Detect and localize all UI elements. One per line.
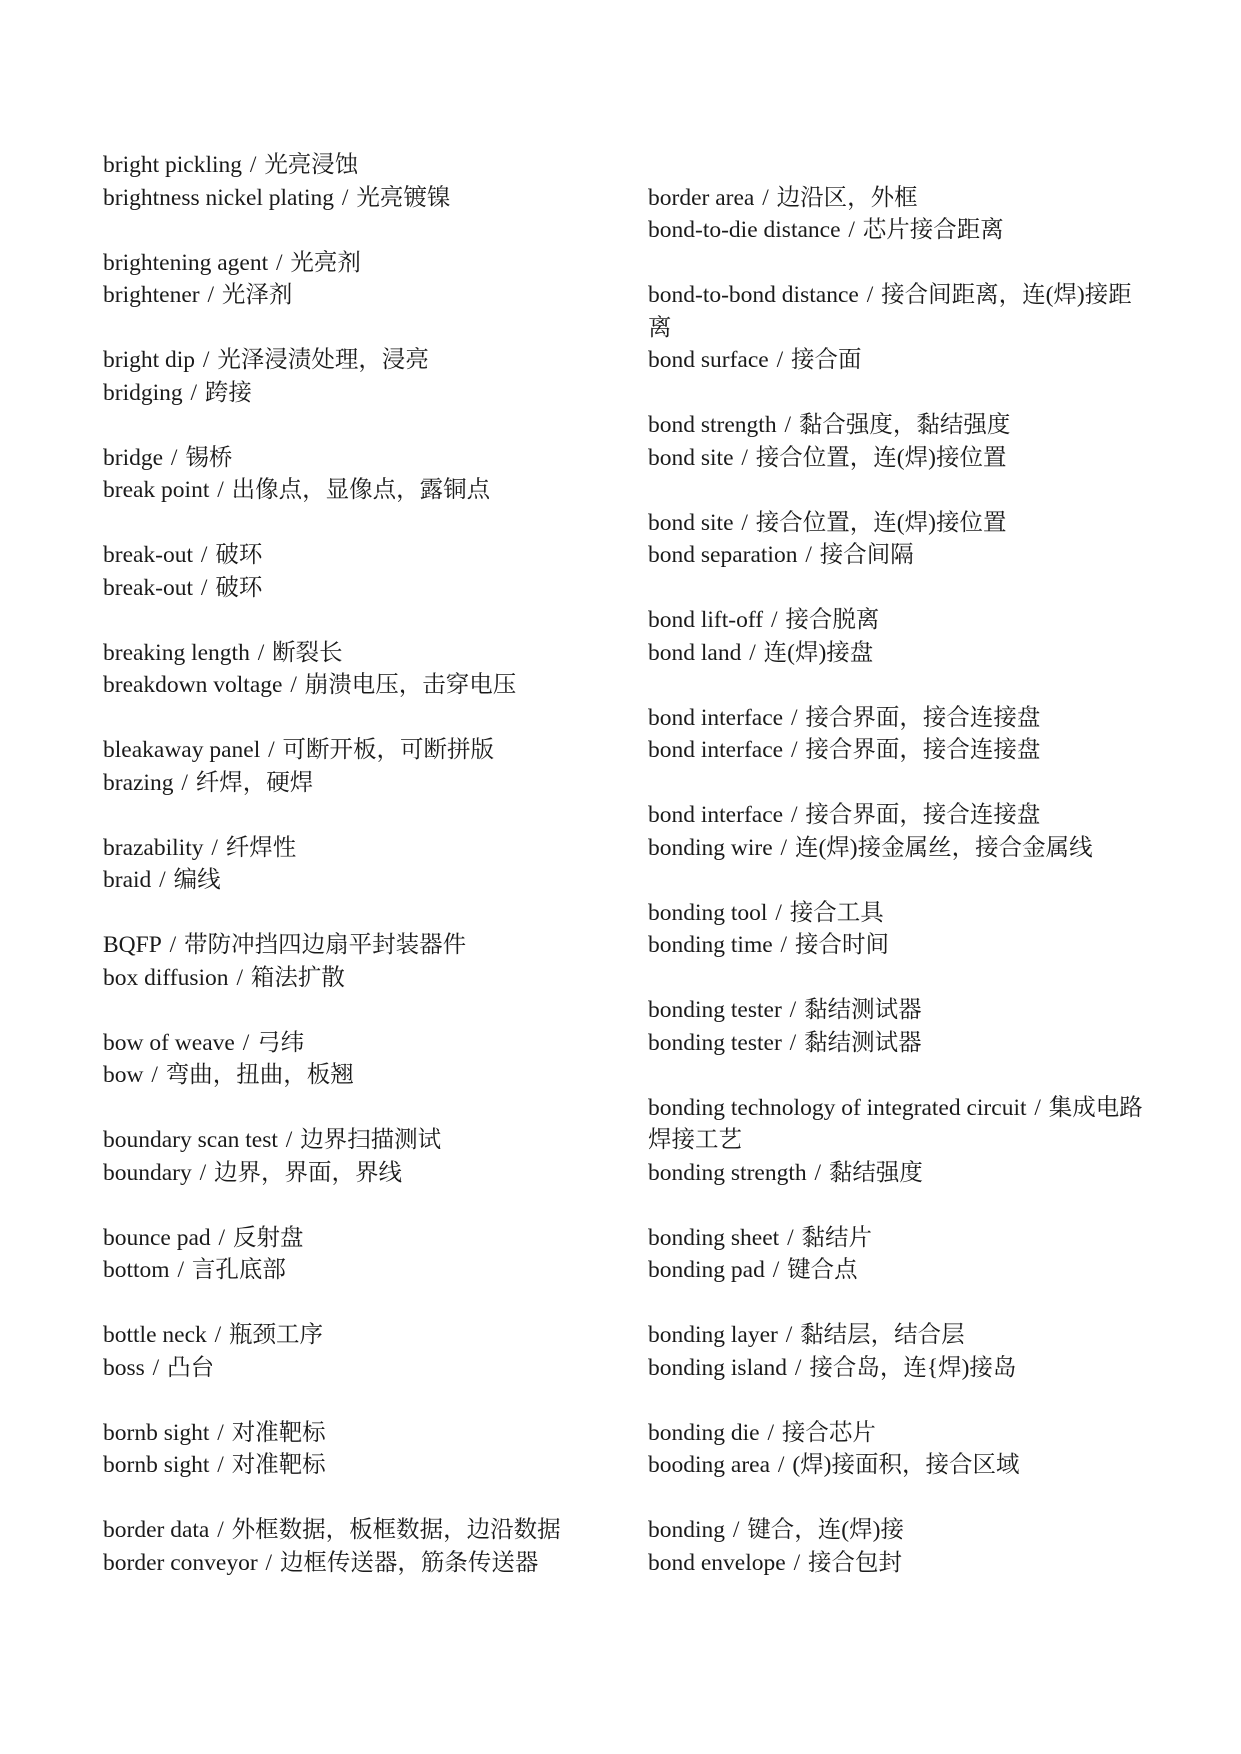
entry-term: braid <box>103 867 152 893</box>
entry-translation: 集成电路焊接工艺 <box>648 1094 1143 1153</box>
glossary-entry <box>103 734 623 767</box>
entry-translation: 光亮剂 <box>290 249 361 276</box>
entry-term: bonding strength <box>648 1159 807 1186</box>
entry-group <box>103 149 623 214</box>
entry-translation: 对准靶标 <box>231 1419 326 1446</box>
entry-separator: / <box>766 1257 786 1283</box>
glossary-entry <box>103 279 623 312</box>
entry-term: brightness nickel plating <box>103 184 335 211</box>
entry-translation: 接合工具 <box>789 899 884 926</box>
entry-term: bow of weave <box>103 1029 235 1056</box>
entry-term: bornb sight <box>103 1452 210 1478</box>
glossary-entry <box>103 864 623 897</box>
entry-translation: 接合芯片 <box>781 1419 876 1446</box>
glossary-entry <box>648 1092 1148 1157</box>
entry-group <box>648 1514 1148 1579</box>
glossary-entry <box>648 929 1148 962</box>
entry-group <box>103 929 623 994</box>
entry-separator: / <box>270 249 289 276</box>
entry-translation: 边界扫描测试 <box>300 1127 442 1153</box>
entry-term: breakdown voltage <box>103 672 283 698</box>
glossary-entry <box>103 669 623 702</box>
glossary-entry <box>103 1027 623 1060</box>
entry-term: bond-to-bond distance <box>648 282 859 308</box>
entry-translation: 光泽剂 <box>221 282 293 308</box>
entry-separator: / <box>175 769 194 796</box>
entry-separator: / <box>165 444 184 471</box>
entry-translation: 可断开板，可断拼版 <box>282 737 495 763</box>
entry-separator: / <box>145 1062 164 1088</box>
glossary-entry <box>103 1417 623 1450</box>
glossary-entry <box>103 832 623 865</box>
entry-term: BQFP <box>103 932 162 958</box>
entry-term: bonding wire <box>648 834 773 861</box>
entry-translation: 接合面 <box>791 347 862 373</box>
entry-separator: / <box>772 1452 791 1478</box>
entry-translation: 接合岛，连{焊)接岛 <box>809 1354 1017 1381</box>
entry-translation: 边界，界面，界线 <box>214 1159 403 1186</box>
entry-group <box>103 1222 623 1287</box>
entry-group <box>648 409 1148 474</box>
glossary-entry <box>103 1352 623 1385</box>
entry-separator: / <box>205 834 224 861</box>
glossary-entry <box>103 247 623 280</box>
entry-separator: / <box>193 1159 213 1186</box>
entry-term: boundary <box>103 1159 192 1186</box>
glossary-entry <box>648 1157 1148 1190</box>
entry-term: bridge <box>103 444 164 471</box>
entry-group <box>648 1092 1148 1190</box>
entry-translation: 出像点，显像点，露铜点 <box>231 477 491 503</box>
entry-term: bond envelope <box>648 1549 786 1576</box>
entry-term: brazing <box>103 769 174 796</box>
entry-separator: / <box>259 1549 278 1576</box>
entry-term: brightener <box>103 282 200 308</box>
entry-translation: 边沿区，外框 <box>776 184 918 211</box>
entry-separator: / <box>212 1224 231 1251</box>
entry-separator: / <box>765 607 784 633</box>
glossary-entry <box>648 897 1148 930</box>
entry-group <box>648 897 1148 962</box>
entry-term: bond surface <box>648 347 769 373</box>
entry-separator: / <box>770 347 789 373</box>
entry-translation: 接合界面，接合连接盘 <box>805 802 1041 828</box>
entry-translation: 接合脱离 <box>785 607 880 633</box>
entry-group <box>648 1319 1148 1384</box>
entry-term: bonding tester <box>648 997 782 1023</box>
glossary-entry <box>648 182 1148 215</box>
glossary-entry <box>103 767 623 800</box>
glossary-entry <box>103 1254 623 1287</box>
entry-separator: / <box>211 1419 230 1446</box>
entry-separator: / <box>781 1224 800 1251</box>
entry-separator: / <box>1028 1094 1047 1121</box>
glossary-entry <box>103 182 623 215</box>
glossary-entry <box>648 734 1148 767</box>
entry-separator: / <box>211 477 230 503</box>
entry-separator: / <box>787 1549 806 1576</box>
glossary-entry <box>648 344 1148 377</box>
entry-term: bond interface <box>648 737 784 763</box>
entry-separator: / <box>783 997 803 1023</box>
entry-term: bonding layer <box>648 1322 778 1348</box>
entry-translation: 接合位置，连(焊)接位置 <box>755 509 1007 536</box>
entry-term: bond separation <box>648 542 798 568</box>
entry-translation: 黏合强度，黏结强度 <box>798 412 1011 438</box>
entry-translation: 断裂长 <box>272 639 343 666</box>
glossary-entry <box>648 702 1148 735</box>
glossary-entry <box>648 1417 1148 1450</box>
glossary-entry <box>648 1319 1148 1352</box>
glossary-entry <box>103 377 623 410</box>
entry-separator: / <box>743 639 762 666</box>
entry-separator: / <box>195 574 214 601</box>
entry-separator: / <box>211 1517 230 1543</box>
entry-term: bond interface <box>648 704 784 731</box>
entry-term: bond strength <box>648 412 777 438</box>
entry-term: boss <box>103 1354 145 1381</box>
glossary-entry <box>103 442 623 475</box>
entry-term: break point <box>103 477 210 503</box>
entry-term: bridging <box>103 379 183 406</box>
glossary-entry <box>648 832 1148 865</box>
entry-group <box>103 1319 623 1384</box>
entry-translation: 芯片接合距离 <box>862 217 1004 243</box>
entry-translation: 跨接 <box>204 379 252 406</box>
entry-term: bottle neck <box>103 1322 207 1348</box>
entry-translation: 光亮镀镍 <box>356 184 451 211</box>
entry-translation: 瓶颈工序 <box>229 1322 324 1348</box>
entry-separator: / <box>779 1322 799 1348</box>
glossary-entry <box>103 1222 623 1255</box>
entry-term: border conveyor <box>103 1549 258 1576</box>
entry-term: breaking length <box>103 639 250 666</box>
entry-separator: / <box>230 964 249 991</box>
entry-group <box>103 1027 623 1092</box>
glossary-entry <box>648 1547 1148 1580</box>
entry-term: bond site <box>648 444 734 471</box>
entry-separator: / <box>808 1159 827 1186</box>
glossary-entry <box>103 1059 623 1092</box>
entry-term: bond land <box>648 639 742 666</box>
entry-separator: / <box>769 899 788 926</box>
glossary-entry <box>103 1319 623 1352</box>
glossary-entry <box>103 344 623 377</box>
entry-group <box>648 1222 1148 1287</box>
entry-translation: 连(焊)接盘 <box>763 639 874 666</box>
entry-translation: 编线 <box>173 867 221 893</box>
entry-translation: 接合间距离，连(焊)接距离 <box>648 282 1132 341</box>
entry-translation: 接合位置，连(焊)接位置 <box>755 444 1007 471</box>
entry-group <box>103 1514 623 1579</box>
entry-term: bright dip <box>103 347 196 373</box>
entry-translation: 黏结强度 <box>828 1159 923 1186</box>
entry-group <box>648 604 1148 669</box>
entry-term: break-out <box>103 574 194 601</box>
entry-translation: 连(焊)接金属丝，接合金属线 <box>794 834 1093 861</box>
entry-translation: 光泽浸渍处理，浸亮 <box>217 347 429 373</box>
entry-group <box>648 799 1148 864</box>
entry-separator: / <box>727 1517 746 1543</box>
entry-separator: / <box>184 379 203 406</box>
entry-separator: / <box>735 509 754 536</box>
entry-term: bonding tool <box>648 899 768 926</box>
entry-translation: 键合点 <box>787 1257 858 1283</box>
entry-group <box>103 442 623 507</box>
entry-separator: / <box>735 444 754 471</box>
entry-translation: 黏结层，结合层 <box>800 1322 965 1348</box>
glossary-entry <box>648 442 1148 475</box>
entry-translation: 键合，连(焊)接 <box>747 1517 904 1543</box>
entry-group <box>648 279 1148 377</box>
right-column <box>648 149 1148 1612</box>
glossary-entry <box>103 572 623 605</box>
entry-term: bonding time <box>648 932 773 958</box>
entry-translation: 接合界面，接合连接盘 <box>805 737 1041 763</box>
entry-separator: / <box>799 542 818 568</box>
entry-separator: / <box>761 1419 780 1446</box>
entry-group <box>103 539 623 604</box>
entry-separator: / <box>783 1029 803 1056</box>
glossary-entry <box>648 1514 1148 1547</box>
entry-group <box>648 702 1148 767</box>
entry-term: bleakaway panel <box>103 737 261 763</box>
entry-term: bond site <box>648 509 734 536</box>
entry-separator: / <box>279 1127 299 1153</box>
entry-translation: 黏结测试器 <box>804 997 922 1023</box>
entry-separator: / <box>756 184 775 211</box>
entry-separator: / <box>284 672 303 698</box>
entry-group <box>103 344 623 409</box>
glossary-entry <box>648 507 1148 540</box>
entry-group <box>103 832 623 897</box>
glossary-entry <box>103 539 623 572</box>
entry-group <box>103 734 623 799</box>
entry-separator: / <box>153 867 172 893</box>
entry-separator: / <box>774 834 793 861</box>
glossary-entry <box>648 1027 1148 1060</box>
entry-translation: 纤焊性 <box>225 834 297 861</box>
entry-group <box>648 507 1148 572</box>
entry-translation: 接合包封 <box>807 1549 902 1576</box>
entry-translation: 光亮浸蚀 <box>264 152 359 178</box>
entry-term: bonding tester <box>648 1029 782 1056</box>
entry-term: bonding <box>648 1517 726 1543</box>
entry-translation: 外框数据，板框数据，边沿数据 <box>231 1517 561 1543</box>
entry-separator: / <box>785 737 804 763</box>
entry-term: bond lift-off <box>648 607 764 633</box>
entry-translation: 箱法扩散 <box>250 964 345 991</box>
entry-term: bright pickling <box>103 152 243 178</box>
entry-term: brazability <box>103 834 204 861</box>
entry-term: border data <box>103 1517 210 1543</box>
glossary-entry <box>648 279 1148 344</box>
entry-translation: 凸台 <box>167 1354 215 1381</box>
entry-separator: / <box>195 542 214 568</box>
entry-translation: 接合时间 <box>794 932 889 958</box>
entry-translation: 破环 <box>215 574 263 601</box>
entry-separator: / <box>778 412 797 438</box>
glossary-entry <box>103 929 623 962</box>
entry-group <box>103 637 623 702</box>
glossary-entry <box>648 1449 1148 1482</box>
entry-group <box>648 182 1148 247</box>
entry-term: bottom <box>103 1257 170 1283</box>
entry-separator: / <box>336 184 355 211</box>
entry-translation: 黏结测试器 <box>804 1029 922 1056</box>
glossary-entry <box>648 1222 1148 1255</box>
glossary-entry <box>648 637 1148 670</box>
entry-translation: 接合界面，接合连接盘 <box>805 704 1041 731</box>
entry-term: bornb sight <box>103 1419 210 1446</box>
entry-term: break-out <box>103 542 194 568</box>
entry-translation: 接合间隔 <box>819 542 914 568</box>
entry-separator: / <box>251 639 271 666</box>
entry-translation: 纤焊，硬焊 <box>195 769 314 796</box>
entry-term: bonding die <box>648 1419 760 1446</box>
glossary-entry <box>103 1547 623 1580</box>
entry-translation: 反射盘 <box>232 1224 304 1251</box>
column-spacer <box>648 149 1148 182</box>
entry-separator: / <box>146 1354 166 1381</box>
entry-separator: / <box>236 1029 256 1056</box>
entry-term: boundary scan test <box>103 1127 278 1153</box>
entry-separator: / <box>785 802 804 828</box>
entry-term: bonding technology of integrated circuit <box>648 1094 1027 1121</box>
entry-translation: 边框传送器，筋条传送器 <box>279 1549 539 1576</box>
entry-translation: 弓纬 <box>257 1029 305 1056</box>
glossary-entry <box>103 1514 623 1547</box>
entry-separator: / <box>211 1452 230 1478</box>
entry-separator: / <box>197 347 216 373</box>
entry-separator: / <box>842 217 861 243</box>
glossary-entry <box>103 1449 623 1482</box>
glossary-entry <box>648 1352 1148 1385</box>
glossary-entry <box>103 149 623 182</box>
glossary-entry <box>103 1157 623 1190</box>
entry-term: box diffusion <box>103 964 229 991</box>
entry-term: bond interface <box>648 802 784 828</box>
entry-translation: 对准靶标 <box>231 1452 326 1478</box>
entry-separator: / <box>244 152 263 178</box>
entry-separator: / <box>171 1257 190 1283</box>
entry-translation: (焊)接面积，接合区域 <box>792 1452 1020 1478</box>
glossary-entry <box>103 962 623 995</box>
entry-term: bow <box>103 1062 144 1088</box>
entry-translation: 言孔底部 <box>191 1257 286 1283</box>
glossary-entry <box>103 637 623 670</box>
entry-term: border area <box>648 184 755 211</box>
entry-term: bonding island <box>648 1354 788 1381</box>
entry-term: booding area <box>648 1452 771 1478</box>
glossary-entry <box>648 1254 1148 1287</box>
glossary-entry <box>103 1124 623 1157</box>
entry-group <box>103 247 623 312</box>
entry-group <box>648 1417 1148 1482</box>
glossary-entry <box>648 994 1148 1027</box>
left-column <box>103 149 623 1612</box>
entry-term: brightening agent <box>103 249 269 276</box>
entry-term: bonding sheet <box>648 1224 780 1251</box>
glossary-entry <box>648 604 1148 637</box>
entry-term: bonding pad <box>648 1257 765 1283</box>
entry-term: bond-to-die distance <box>648 217 841 243</box>
entry-separator: / <box>774 932 793 958</box>
glossary-entry <box>103 474 623 507</box>
glossary-entry <box>648 409 1148 442</box>
glossary-entry <box>648 539 1148 572</box>
entry-translation: 黏结片 <box>801 1224 872 1251</box>
entry-translation: 带防冲挡四边扇平封装器件 <box>184 932 467 958</box>
entry-separator: / <box>789 1354 808 1381</box>
entry-translation: 弯曲，扭曲，板翘 <box>165 1062 354 1088</box>
glossary-entry <box>648 214 1148 247</box>
entry-separator: / <box>201 282 220 308</box>
entry-translation: 锡桥 <box>185 444 233 471</box>
entry-translation: 崩溃电压，击穿电压 <box>304 672 517 698</box>
entry-separator: / <box>860 282 880 308</box>
entry-separator: / <box>262 737 281 763</box>
entry-group <box>103 1124 623 1189</box>
glossary-entry <box>648 799 1148 832</box>
entry-separator: / <box>208 1322 228 1348</box>
entry-separator: / <box>785 704 804 731</box>
entry-group <box>648 994 1148 1059</box>
entry-group <box>103 1417 623 1482</box>
entry-translation: 破环 <box>215 542 263 568</box>
entry-separator: / <box>163 932 183 958</box>
entry-term: bounce pad <box>103 1224 211 1251</box>
